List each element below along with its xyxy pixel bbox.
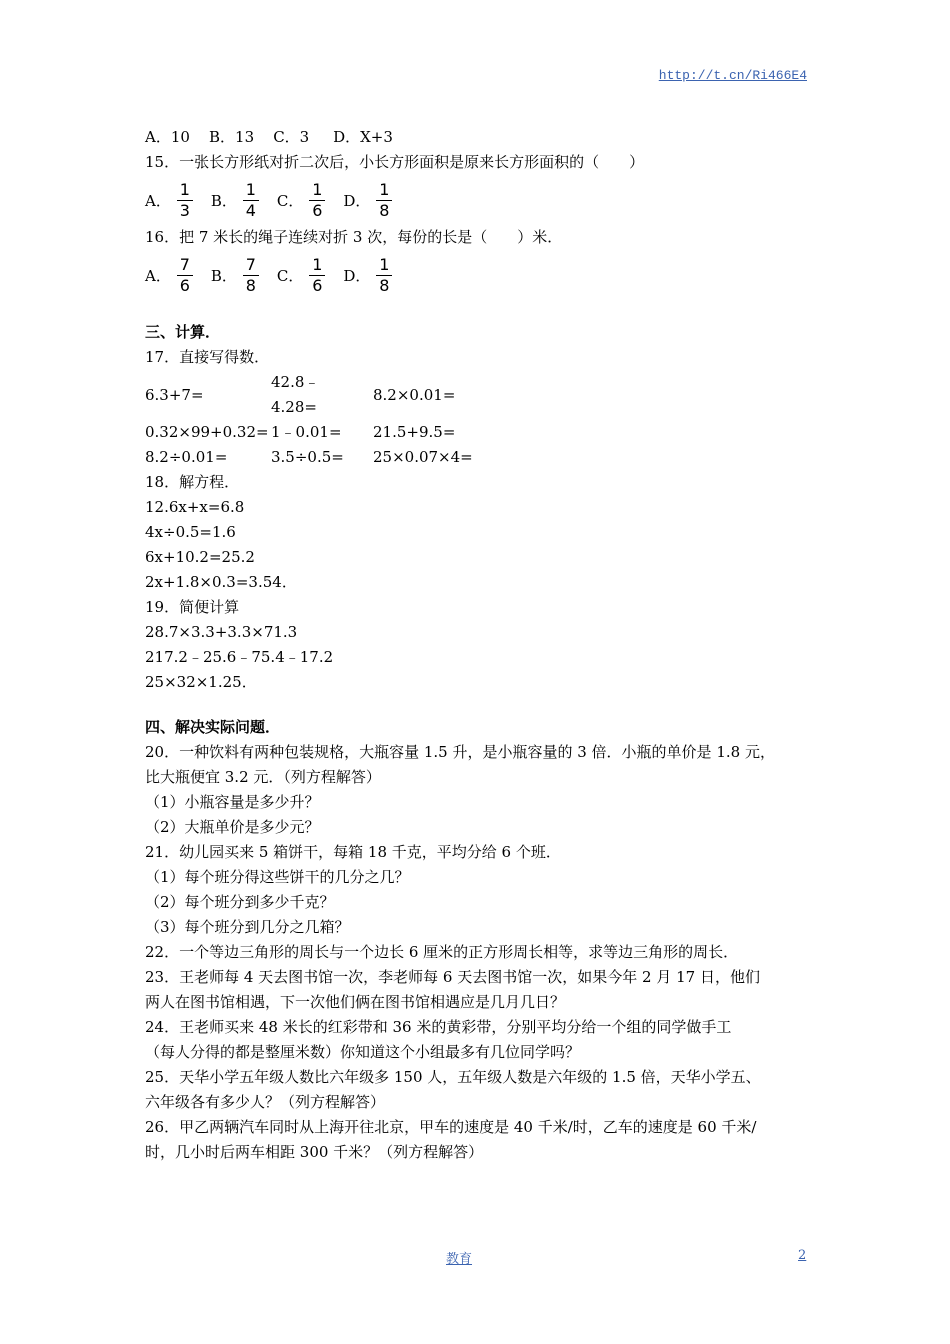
section3-title: 三、计算． [145,323,221,341]
q15-option-b [211,181,259,220]
calc-cell [271,370,373,420]
denominator: 3 [179,200,190,220]
q15-options [145,175,810,225]
q16-options [145,250,810,300]
q14-options [145,125,810,150]
calc-cell-line: 4.28= [271,398,317,416]
problem-line: （每人分得的都是整厘米数）你知道这个小组最多有几位同学吗？ [145,1043,581,1061]
numerator: 1 [179,179,190,199]
denominator: 4 [245,200,256,220]
fraction [177,256,193,295]
page-number[interactable]: 2 [798,1248,807,1263]
q15-option-d [343,181,392,220]
problem-line: （2）每个班分到多少千克？ [145,893,335,911]
numerator: 1 [379,254,390,274]
option-label: B． [210,191,237,210]
option-label: A． [145,191,171,210]
problem-line: 26．甲乙两辆汽车同时从上海开往北京，甲车的速度是 40 千米/时，乙车的速度是 60 千米/ [145,1118,757,1136]
problem-line: 20．一种饮料有两种包装规格，大瓶容量 1.5 升，是小瓶容量的 3 倍．小瓶的单价是 1.8 元， [145,743,775,761]
problem-line: （1）每个班分得这些饼干的几分之几？ [145,868,410,886]
problem-line: （1）小瓶容量是多少升？ [145,793,320,811]
calc-cell: 8.2×0.01= [373,385,456,404]
q16-option-d [343,256,392,295]
q18-item: 6x+10.2=25.2 [145,548,255,566]
fraction [376,181,392,220]
option-label: A． [145,266,171,285]
q19-item: 25×32×1.25． [145,673,257,691]
numerator: 7 [179,254,190,274]
denominator: 6 [179,275,190,295]
option-label: C． [276,266,304,285]
q16-option-c [277,256,325,295]
fraction [309,181,325,220]
option-label: C． [276,191,304,210]
q19-item: 217.2﹣25.6﹣75.4﹣17.2 [145,648,334,666]
denominator: 6 [312,275,323,295]
numerator: 1 [312,179,323,199]
fraction [243,181,259,220]
q19-item: 28.7×3.3+3.3×71.3 [145,623,298,641]
calc-cell: 1﹣0.01= [271,423,342,441]
calc-cell-line: 42.8﹣ [271,373,320,391]
problem-line: 24．王老师买来 48 米长的红彩带和 36 米的黄彩带，分别平均分给一个组的同学做手工 [145,1018,732,1036]
q17-title: 17．直接写得数． [145,348,270,366]
problem-line: （2）大瓶单价是多少元？ [145,818,320,836]
calc-cell: 25×0.07×4= [373,448,473,466]
numerator: 1 [245,179,256,199]
q14-option-c: C．3 [273,128,310,146]
q16-option-a [145,256,193,295]
calc-cell: 0.32×99+0.32= [145,423,269,441]
problem-line: 两人在图书馆相遇，下一次他们俩在图书馆相遇应是几月几日？ [145,993,566,1011]
option-label: D． [343,266,371,285]
header-link[interactable]: http://t.cn/Ri466E4 [658,68,807,83]
calc-cell: 6.3+7= [145,385,204,404]
denominator: 8 [379,200,390,220]
denominator: 8 [245,275,256,295]
problem-line: 21．幼儿园买来 5 箱饼干，每箱 18 千克，平均分给 6 个班． [145,843,561,861]
problem-line: 比大瓶便宜 3.2 元．（列方程解答） [145,768,381,786]
q19-title: 19．简便计算 [145,598,240,616]
option-label: B． [210,266,237,285]
problem-line: 22．一个等边三角形的周长与一个边长 6 厘米的正方形周长相等，求等边三角形的周长． [145,943,739,961]
calc-cell: 8.2÷0.01= [145,448,228,466]
problem-line: （3）每个班分到几分之几箱？ [145,918,350,936]
q16-text: 16．把 7 米长的绳子连续对折 3 次，每份的长是（ ）米． [145,228,563,246]
problem-line: 时，几小时后两车相距 300 千米？（列方程解答） [145,1143,484,1161]
problem-line: 六年级各有多少人？（列方程解答） [145,1093,386,1111]
calc-cell: 3.5÷0.5= [271,448,344,466]
fraction [243,256,259,295]
numerator: 1 [379,179,390,199]
q14-option-a: A．10 [145,128,190,146]
fraction [376,256,392,295]
numerator: 7 [245,254,256,274]
fraction [309,256,325,295]
q17-grid [145,370,810,470]
denominator: 8 [379,275,390,295]
q15-option-a [145,181,193,220]
q15-option-c [277,181,325,220]
fraction [177,181,193,220]
problem-line: 23．王老师每 4 天去图书馆一次，李老师每 6 天去图书馆一次，如果今年 2 月 17 日，他们 [145,968,760,986]
q18-title: 18．解方程． [145,473,240,491]
problem-line: 25．天华小学五年级人数比六年级多 150 人，五年级人数是六年级的 1.5 倍，天华小学五、 [145,1068,761,1086]
q18-item: 12.6x+x=6.8 [145,498,245,516]
document-page [145,125,810,1165]
q18-item: 2x+1.8×0.3=3.54． [145,573,297,591]
q15-text: 15．一张长方形纸对折二次后，小长方形面积是原来长方形面积的（ ） [145,153,645,171]
footer-link[interactable]: 教育 [446,1252,473,1267]
denominator: 6 [312,200,323,220]
calc-cell: 21.5+9.5= [373,423,456,441]
option-label: D． [343,191,371,210]
q14-option-b: B．13 [209,128,255,146]
q14-option-d: D．X+3 [333,128,393,146]
q18-item: 4x÷0.5=1.6 [145,523,236,541]
numerator: 1 [312,254,323,274]
q16-option-b [211,256,259,295]
section4-title: 四、解决实际问题． [145,718,281,736]
